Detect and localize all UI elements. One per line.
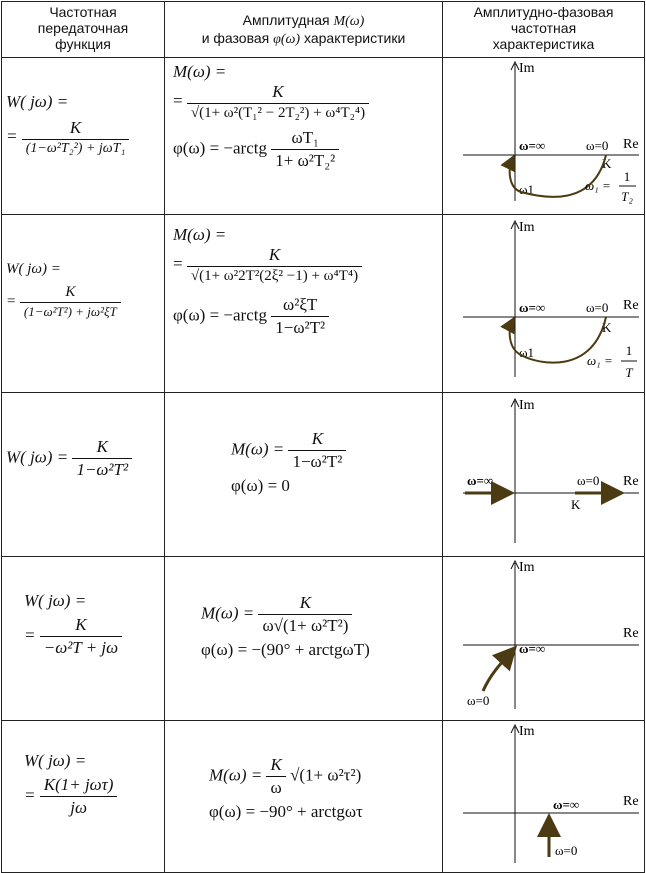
formula-numerator: K [187,245,362,267]
header-transfer-function [2,2,165,58]
formula-numerator: 1 [623,169,631,184]
formula-denominator: 1−ω²T² [292,452,343,471]
formula-text: φ(ω) = 0 [231,476,290,495]
formula-numerator: 1 [625,343,633,358]
transfer-function-cell: W( jω) = = $\frac{K}{\text{(1−ω²T₂²) + jωT₁}}$ [2,58,165,215]
header-text: передаточная [37,20,129,36]
k-label: K [602,156,612,171]
amplitude-phase-cell: M(ω) = = $\frac{K}{\text{√(1+ ω²2T²(2ξ² −1) + ω⁴T⁴)}}$ φ(ω) = −arctg $\frac{\text{ω²ξT}}{\text{1−ω²T²}}$ [165,215,443,393]
characteristics-table [1,1,645,873]
transfer-function-cell: W( jω) = = $\frac{K}{\text{(1−ω²T²) + jω²ξT}}$ [2,215,165,393]
k-label: K [571,497,581,512]
formula-text: φ(ω) = −arctg [173,305,267,325]
formula-denominator: (1−ω²T₂²) + jωT₁ [25,141,126,156]
header-amplitude-phase [165,2,443,58]
afc-plot [443,393,645,551]
header-symbol: φ(ω) [273,32,301,47]
afc-cell [443,557,645,721]
omega1-formula: ω₁ = [585,178,611,193]
formula-denominator: √(1+ ω²(T₁² − 2T₂²) + ω⁴T₂⁴) [190,105,366,121]
header-text: частотная [510,20,577,36]
header-text: и фазовая [201,30,270,46]
amplitude-phase-cell [165,721,443,873]
amplitude-phase-cell [165,393,443,557]
afc-cell [443,58,645,215]
formula-text: φ(ω) = −(90° + arctgωT) [201,640,370,659]
formula-numerator: ωT₁ [271,128,339,150]
transfer-function-cell: W( jω) = = $\frac{K}{\text{−ω²T + jω}}$ [2,557,165,721]
formula-denominator: T [625,365,633,380]
table-row [2,721,645,873]
omega-zero-label: ω=0 [467,693,490,708]
formula-text: M(ω) = [173,225,227,244]
k-label: K [602,320,612,335]
afc-cell [443,215,645,393]
formula-numerator: K [187,82,369,104]
header-afc [443,2,645,58]
formula-text: W( jω) = [24,591,87,610]
omega1-label: ω1 [519,345,535,360]
header-text: функция [55,36,111,52]
omega-infinity-label: ω=∞ [467,473,494,488]
table-row [2,58,645,215]
table-row [2,557,645,721]
formula-denominator: T₂ [621,189,633,204]
formula-denominator: 1−ω²T² [275,318,326,337]
amplitude-phase-cell [165,557,443,721]
header-text: характеристика [492,36,595,52]
formula-text: W( jω) = [6,447,69,467]
formula-text: M(ω) = [173,62,227,81]
omega-infinity-label: ω=∞ [519,138,546,153]
formula-text: W( jω) = [6,261,61,277]
omega1-formula: ω₁ = [587,353,613,368]
header-text: Амплитудно-фазовая [473,4,614,20]
afc-cell [443,393,645,557]
header-symbol: M(ω) [333,14,365,29]
formula-denominator: (1−ω²T²) + jω²ξT [23,304,117,319]
formula-numerator: K [22,118,130,140]
omega-zero-label: ω=0 [586,300,609,315]
re-label: Re [623,794,639,809]
im-label: Im [519,560,535,575]
afc-plot [443,721,645,867]
transfer-function-cell: W( jω) = = $\frac{\text{K(1+ jωτ)}}{j\omega}$ [2,721,165,873]
formula-text: √(1+ ω²τ²) [290,765,362,785]
omega-infinity-label: ω=∞ [519,300,546,315]
formula-numerator: K [258,593,352,615]
table-row [2,393,645,557]
im-label: Im [519,724,535,739]
afc-plot [443,215,645,387]
re-label: Re [623,298,639,313]
formula-text: φ(ω) = −arctg [173,138,267,158]
omega-zero-label: ω=0 [555,843,578,858]
omega-zero-label: ω=0 [577,473,600,488]
formula-text: M(ω) = [209,765,263,785]
formula-numerator: K [266,755,285,777]
formula-numerator: K [72,437,132,459]
formula-denominator: ω [270,778,282,797]
afc-cell [443,721,645,873]
formula-text: M(ω) = [201,603,255,623]
formula-text: φ(ω) = −90° + arctgωτ [209,802,363,821]
formula-numerator: K [40,615,122,637]
omega1-label: ω1 [519,182,535,197]
formula-text: W( jω) = [6,92,69,111]
hodograph-curve [483,650,513,691]
formula-numerator: ω²ξT [271,295,329,317]
omega-zero-label: ω=0 [586,138,609,153]
formula-denominator: −ω²T + jω [43,638,119,657]
formula-text: M(ω) = [231,439,285,459]
omega-infinity-label: ω=∞ [553,797,580,812]
re-label: Re [623,626,639,641]
table-row [2,215,645,393]
im-label: Im [519,61,535,76]
formula-denominator: ω√(1+ ω²T²) [262,616,349,635]
formula-text: W( jω) = [24,751,87,770]
header-text: характеристики [304,30,406,46]
formula-numerator: K [288,429,346,451]
formula-denominator: 1+ ω²T₂² [275,151,336,170]
header-text: Амплитудная [242,12,330,28]
formula-numerator: K(1+ jωτ) [40,775,118,797]
amplitude-phase-cell: M(ω) = = $\frac{K}{\text{√(1+ ω²(T₁² − 2T₂²) + ω⁴T₂⁴)}}$ φ(ω) = −arctg $\frac{\text{ωT₁}}{\text{1+ ω²T₂²}}$ [165,58,443,215]
re-label: Re [623,137,639,152]
omega-infinity-label: ω=∞ [519,641,546,656]
im-label: Im [519,398,535,413]
im-label: Im [519,220,535,235]
re-label: Re [623,474,639,489]
formula-denominator: √(1+ ω²2T²(2ξ² −1) + ω⁴T⁴) [190,268,359,284]
transfer-function-cell [2,393,165,557]
afc-plot [443,58,645,209]
formula-denominator: 1−ω²T² [76,460,129,479]
formula-numerator: K [20,284,121,303]
afc-plot [443,557,645,715]
header-text: Частотная [49,4,117,20]
header-row [2,2,645,58]
formula-denominator: jω [70,798,87,817]
